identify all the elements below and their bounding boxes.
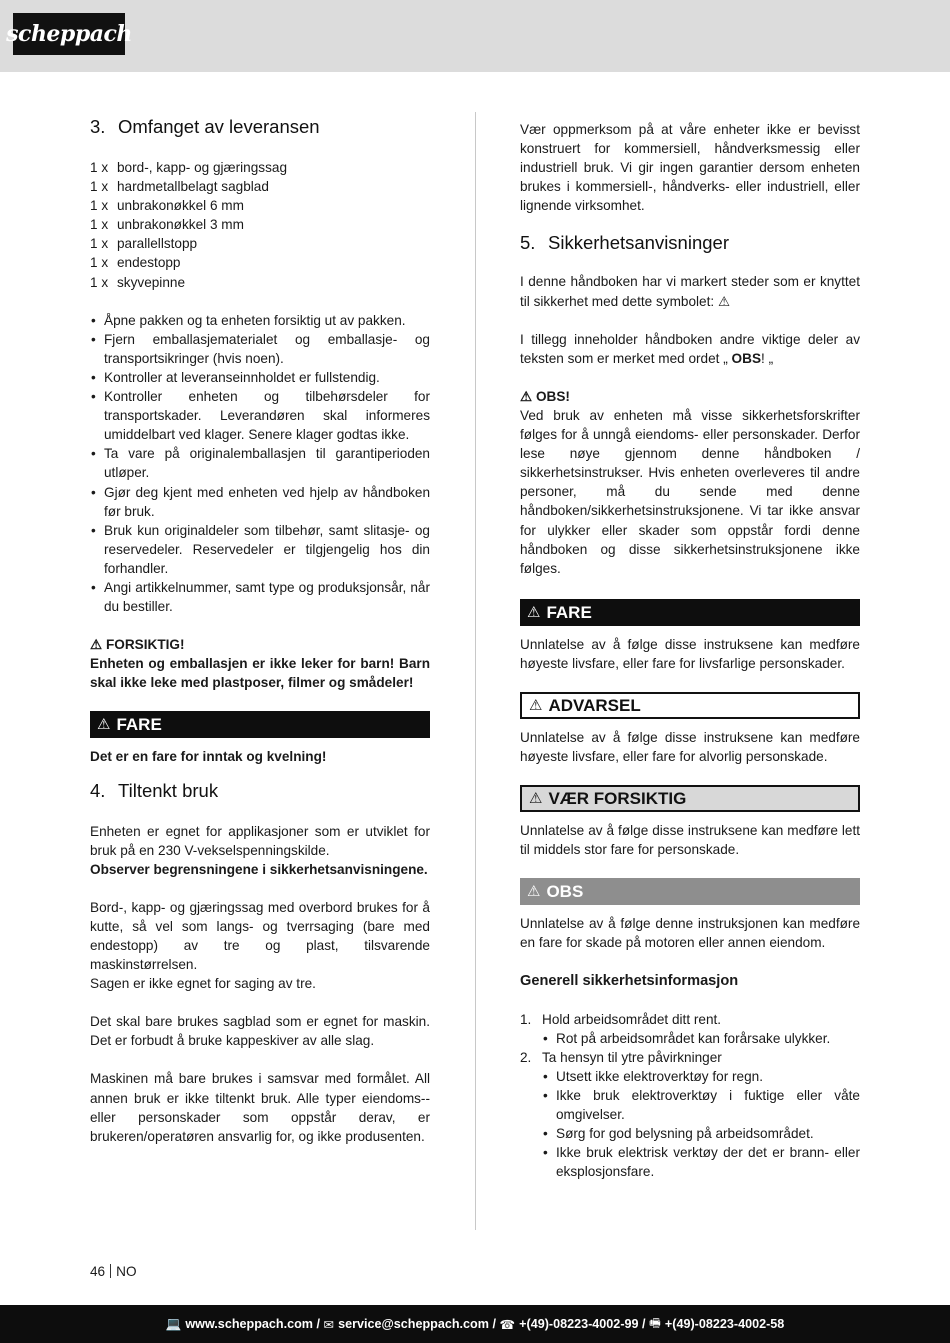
list-item: 1 x hardmetallbelagt sagblad [90,179,269,195]
fare-text: Det er en fare for inntak og kvelning! [90,749,327,765]
section-3-heading [90,115,430,139]
list-item: • Ta vare på originalemballasjen til garantiperioden utløper. [90,444,430,482]
right-column [520,120,860,1181]
footer-fax: +(49)-08223-4002-58 [664,1317,785,1331]
section-5-heading [520,231,860,255]
intended-use-p1-bold: Observer begrensningene i sikkerhetsanvisningene. [90,861,428,877]
list-item: 1 x bord-, kapp- og gjæringssag [90,160,288,175]
intended-use-p3: Det skal bare brukes sagblad som er egnet for maskin. Det er forbudt å bruke kappeskiver av alle slag. [90,1014,430,1049]
obs-signal-text: Unnlatelse av å følge denne instruksjonen kan medføre en fare for skade på motoren eller annen eiendom. [520,916,860,951]
page-number: 46 NO [90,1264,137,1279]
warning-triangle-icon: ⚠ [529,696,543,714]
symbol-explanation: I denne håndboken har vi markert steder som er knyttet til sikkerhet med dette symbolet: ⚠ [520,274,860,309]
list-item: 1 x unbrakonøkkel 6 mm [90,198,244,214]
fare-label: FARE [116,715,162,735]
commercial-use-notice: Vær oppmerksom på at våre enheter ikke er bevisst konstruert for kommersiell, håndverksmessig eller industriell bruk. Vi gir ingen garantier dersom enheten brukes i kommersiell-, håndverks- eller industriell, eller lignende virksomhet. [520,122,860,214]
footer-phone: +(49)-08223-4002-99 / [519,1317,646,1331]
list-item: 1 x unbrakonøkkel 3 mm [90,217,244,233]
obs-signal-box: ⚠ OBS [520,878,860,905]
list-item: • Sørg for god belysning på arbeidsområdet. [542,1124,860,1143]
warning-triangle-icon: ⚠ [527,603,541,621]
section-5-title: Sikkerhetsanvisninger [548,232,729,254]
list-item: • Ikke bruk elektrisk verktøy der det er brann- eller eksplosjonsfare. [542,1143,860,1181]
section-5-number: 5. [520,232,536,254]
header-band [0,0,950,72]
footer-email-link[interactable]: service@scheppach.com / [338,1317,496,1331]
warning-triangle-icon: ⚠ [527,883,541,901]
left-column [90,112,430,1146]
advarsel-signal-box: ⚠ ADVARSEL [520,692,860,719]
section-3-number: 3. [90,116,106,137]
list-item: 1. Hold arbeidsområdet ditt rent. • Rot på arbeidsområdet kan forårsake ulykker. [520,1010,860,1048]
list-item: 1 x endestopp [90,255,181,271]
mail-icon: ✉ [323,1317,335,1332]
list-item: • Bruk kun originaldeler som tilbehør, samt slitasje- og reservedeler. Reservedeler er tilgjengelig hos din forhandler. [90,521,430,578]
fare-warning-box [90,711,430,738]
obs-text: Ved bruk av enheten må visse sikkerhetsforskrifter følges for å unngå eiendoms- eller personskader. Derfor lese nøye gjennom denne håndboken / sikkerhetsinstrukser. Hvis enheten overleveres til andre personer, må du sende med denne håndboken/sikkerhetsinstruksjonene. Vi tar ikke ansvar for ulykker eller skader som oppstår fordi denne håndboken og disse sikkerhetsinstruksjonene ikke følges. [520,407,860,576]
intended-use-p4: Maskinen må bare brukes i samsvar med formålet. All annen bruk er ikke tiltenkt bruk. Alle typer eiendoms-- eller personskader som oppstår derav, er brukeren/operatøren ansvarlig for, og ikke produsenten. [90,1071,430,1144]
section-4-title: Tiltenkt bruk [118,779,219,801]
general-safety-list [520,1010,860,1182]
fare-signal-text: Unnlatelse av å følge disse instruksene kan medføre høyeste livsfare, eller fare for livsfarlige personskader. [520,636,860,671]
list-item: • Fjern emballasjematerialet og emballasje- og transportsikringer (hvis noen). [90,330,430,368]
list-item: 1 x skyvepinne [90,274,186,290]
list-item: • Kontroller at leveranseinnholdet er fullstendig. [90,368,430,387]
caution-label: ⚠ FORSIKTIG! [90,637,185,653]
fax-icon: 🖷 [649,1315,661,1330]
warning-triangle-icon: ⚠ [97,716,111,734]
section-4-number: 4. [90,779,106,801]
list-item: • Åpne pakken og ta enheten forsiktig ut av pakken. [90,311,430,330]
column-divider [475,112,476,1230]
footer-bar [0,1305,950,1343]
obs-explanation: I tillegg inneholder håndboken andre viktige deler av teksten som er merket med ordet „ OBS! „ [520,331,860,366]
caution-text: Enheten og emballasjen er ikke leker for barn! Barn skal ikke leke med plastposer, filmer og smådeler! [90,656,430,691]
general-safety-heading: Generell sikkerhetsinformasjon [520,972,739,989]
warning-triangle-icon: ⚠ [529,790,543,808]
intended-use-p1: Enheten er egnet for applikasjoner som er utviklet for bruk på en 230 V-vekselspenningskilde. [90,823,430,858]
section-4-heading [90,779,430,803]
footer-web-link[interactable]: www.scheppach.com / [185,1317,320,1331]
unpacking-bullets [90,311,430,617]
list-item: • Ikke bruk elektroverktøy i fuktige eller våte omgivelser. [542,1086,860,1124]
section-3-title: Omfanget av leveransen [118,116,320,137]
scheppach-logo: scheppach [13,13,125,55]
computer-icon: 💻 [165,1316,182,1331]
list-item: • Angi artikkelnummer, samt type og produksjonsår, når du bestiller. [90,578,430,616]
list-item: • Kontroller enheten og tilbehørsdeler for transportskader. Leverandøren skal informeres umiddelbart ved klager. Senere klager godtas ikke. [90,387,430,444]
phone-icon: ☎ [499,1317,516,1332]
obs-label: ⚠ OBS! [520,388,570,404]
intended-use-p2: Bord-, kapp- og gjæringssag med overbord brukes for å kutte, så vel som langs- og tverrsaging (bare med endestopp) av tre og plast, tilsvarende maskinstørrelsen. [90,899,430,973]
intended-use-p2b: Sagen er ikke egnet for saging av tre. [90,976,316,992]
list-item: 2. Ta hensyn til ytre påvirkninger • Utsett ikke elektroverktøy for regn. • Ikke bruk elektroverktøy i fuktige eller våte omgivelser. • Sørg for god belysning på arbeidsområdet. • Ikke bruk elektrisk verktøy der det er brann- eller eksplosjonsfare. [520,1048,860,1182]
list-item: • Rot på arbeidsområdet kan forårsake ulykker. [542,1029,860,1048]
list-item: 1 x parallellstopp [90,236,198,252]
fare-signal-box: ⚠ FARE [520,599,860,626]
list-item: • Gjør deg kjent med enheten ved hjelp av håndboken før bruk. [90,483,430,521]
forsiktig-signal-box: ⚠ VÆR FORSIKTIG [520,785,860,812]
advarsel-signal-text: Unnlatelse av å følge disse instruksene kan medføre høyeste livsfare, eller fare for alvorlig personskade. [520,729,860,765]
delivery-list [90,158,430,292]
forsiktig-signal-text: Unnlatelse av å følge disse instruksene kan medføre lett til middels stor fare for personskade. [520,823,860,858]
list-item: • Utsett ikke elektroverktøy for regn. [542,1067,860,1086]
